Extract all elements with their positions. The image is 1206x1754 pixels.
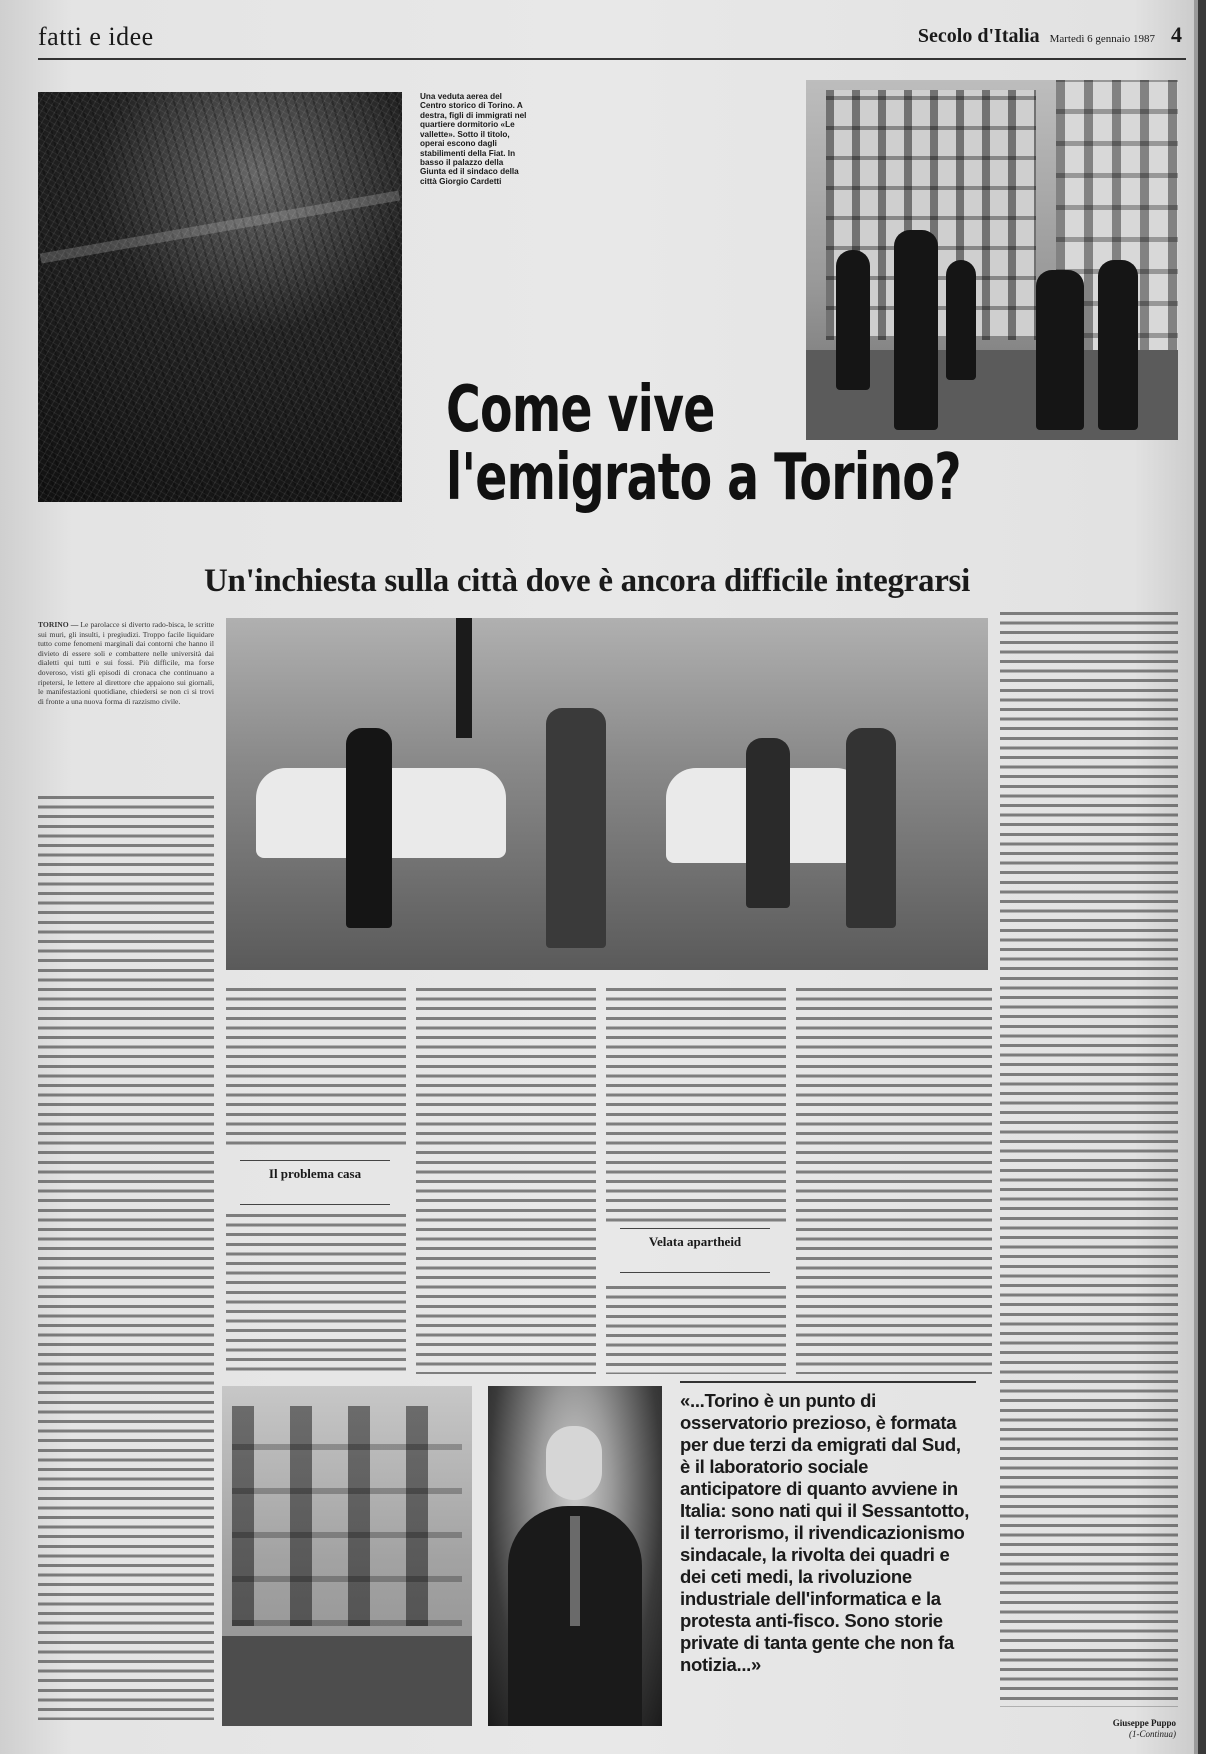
body-column-2 (226, 988, 406, 1150)
body-column-5 (796, 988, 992, 1374)
page-edge (1198, 0, 1206, 1754)
workers-photo (226, 618, 988, 970)
header-rule (38, 58, 1186, 60)
headline (446, 373, 961, 515)
headline-line-2: l'emigrato a Torino? (446, 441, 961, 515)
body-column-3 (416, 988, 596, 1374)
body-column-4 (606, 988, 786, 1228)
masthead (918, 22, 1182, 48)
lead-paragraph (38, 620, 214, 790)
byline (1113, 1718, 1176, 1740)
palazzo-photo (222, 1386, 472, 1726)
body-column-1 (38, 796, 214, 1720)
author-name: Giuseppe Puppo (1112, 1718, 1176, 1728)
section-heading-apartheid: Velata apartheid (648, 1234, 742, 1249)
mayor-portrait (488, 1386, 662, 1726)
section-rule-2 (240, 1204, 390, 1205)
body-column-4b (606, 1286, 786, 1374)
subheadline: Un'inchiesta sulla città dove è ancora difficile integrarsi (204, 563, 970, 599)
quote-rule (680, 1381, 976, 1383)
section-rule-4 (620, 1272, 770, 1273)
photo-caption: Una veduta aerea del Centro storico di Torino. A destra, figli di immigrati nel quartiere dormitorio «Le vallette». Sotto il titolo, operai escono dagli stabilimenti della Fiat. In basso il palazzo della Giunta ed il sindaco della città Giorgio Cardetti (420, 92, 527, 186)
page-number: 4 (1171, 22, 1182, 47)
section-label: fatti e idee (38, 22, 154, 51)
dateline: TORINO — (38, 620, 79, 629)
issue-date: Martedì 6 gennaio 1987 (1049, 33, 1155, 45)
pull-quote: «...Torino è un punto di osservatorio prezioso, è formata per due terzi da emigrati dal Sud, è il laboratorio sociale anticipatore di quanto avviene in Italia: sono nati qui il Sessantotto, il terrorismo, il rivendicazionismo sindacale, la rivolta dei quadri e dei ceti medi, la rivoluzione industriale dell'informatica e la protesta anti-fisco. Sono storie private di tanta gente che non fa notizia...» (680, 1390, 970, 1675)
lead-text: Le parolacce si diverto rado-bisca, le scritte sui muri, gli insulti, i pregiudizi. Troppo facile liquidare tutto come fenomeni marginali dai contorni che hanno il divieto di essere soli e combattere nelle università dai dialetti qui tutti e sui fossi. Più difficile, ma forse doveroso, visti gli episodi di cronaca che continuano a ripetersi, le lettere al direttore che appaiono sui giornali, le manifestazioni quotidiane, chiedersi se non ci si trovi di fronte a una nuova forma di razzismo civile. (38, 620, 214, 706)
body-column-right (1000, 612, 1178, 1707)
body-column-2b (226, 1214, 406, 1374)
aerial-photo (38, 92, 402, 502)
section-rule-3 (620, 1228, 770, 1229)
newspaper-name: Secolo d'Italia (917, 25, 1040, 47)
section-rule-1 (240, 1160, 390, 1161)
author-note: (1-Continua) (1129, 1729, 1176, 1739)
headline-line-1: Come vive (446, 373, 715, 447)
section-heading-casa: Il problema casa (268, 1166, 362, 1181)
